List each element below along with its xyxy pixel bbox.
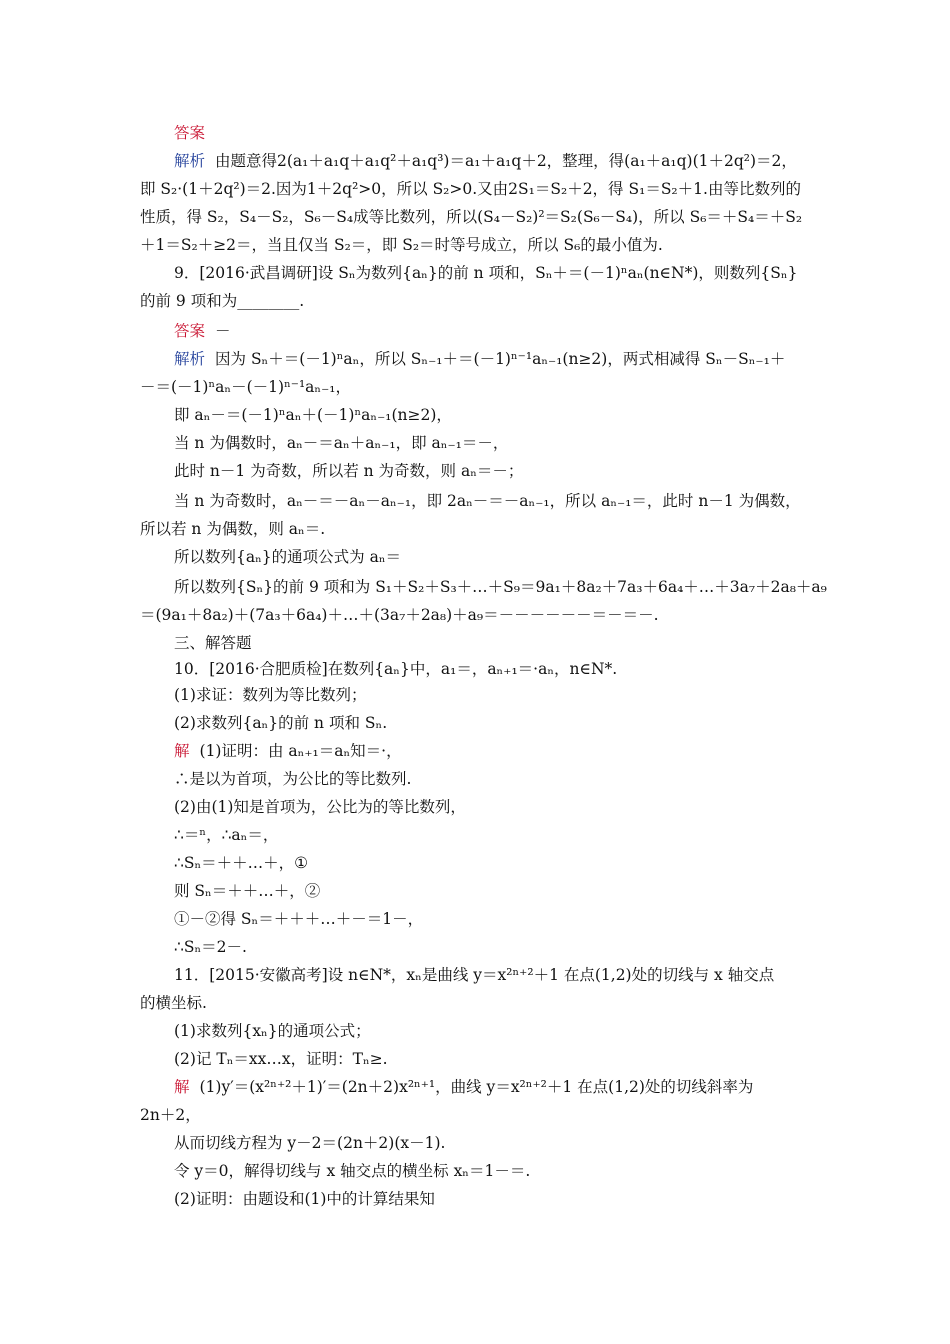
text-line <box>174 909 423 929</box>
text-line <box>174 461 523 481</box>
text-line <box>174 685 366 705</box>
line-text: 因为 Sₙ＋＝(－1)ⁿaₙ，所以 Sₙ₋₁＋＝(－1)ⁿ⁻¹aₙ₋₁(n≥2)，两式相减得 Sₙ－Sₙ₋₁＋ <box>215 350 786 368</box>
text-line <box>174 433 508 453</box>
line-text: ∴是以为首项，为公比的等比数列. <box>174 770 412 788</box>
text-line <box>174 1189 435 1209</box>
text-line <box>140 207 802 227</box>
text-line <box>174 659 617 679</box>
line-text: (1)求数列{xₙ}的通项公式； <box>174 1022 371 1040</box>
text-line <box>174 825 278 845</box>
line-text: 由题意得2(a₁＋a₁q＋a₁q²＋a₁q³)＝a₁＋a₁q＋2，整理，得(a₁＋a₁q)(1＋2q²)＝2， <box>215 152 797 170</box>
line-text: 则 Sₙ＝＋＋…＋，② <box>174 882 321 900</box>
line-text: 所以数列{Sₙ}的前 9 项和为 S₁＋S₂＋S₃＋…＋S₉＝9a₁＋8a₂＋7a₃＋6a₄＋…＋3a₇＋2a₈＋a₉ <box>174 578 827 596</box>
line-text: 即 S₂·(1＋2q²)＝2.因为1＋2q²>0，所以 S₂>0.又由2S₁＝S₂＋2，得 S₁＝S₂＋1.由等比数列的 <box>140 180 801 198</box>
line-text: (2)求数列{aₙ}的前 n 项和 Sₙ. <box>174 714 388 732</box>
line-text: 即 aₙ－＝(－1)ⁿaₙ＋(－1)ⁿaₙ₋₁(n≥2)， <box>174 406 452 424</box>
text-line <box>174 263 797 283</box>
line-text: ＝(9a₁＋8a₂)＋(7a₃＋6a₄)＋…＋(3a₇＋2a₈)＋a₉＝－－－－－－＝－＝－. <box>140 606 659 624</box>
line-text: 所以数列{aₙ}的通项公式为 aₙ＝ <box>174 548 402 566</box>
answer-label: 答案 <box>174 124 206 142</box>
text-line <box>174 937 247 957</box>
text-line <box>174 491 801 511</box>
line-text: 当 n 为偶数时，aₙ－＝aₙ＋aₙ₋₁，即 aₙ₋₁＝－， <box>174 434 509 452</box>
text-line <box>174 713 387 733</box>
text-line <box>174 633 252 653</box>
text-line <box>174 547 401 567</box>
text-line <box>174 405 452 425</box>
line-text: 三、解答题 <box>174 634 252 652</box>
line-text: (1)证明：由 aₙ₊₁＝aₙ知＝·， <box>199 742 402 760</box>
line-text: (2)证明：由题设和(1)中的计算结果知 <box>174 1190 435 1208</box>
text-line <box>140 377 351 397</box>
line-text: 性质，得 S₂，S₄－S₂，S₆－S₄成等比数列，所以(S₄－S₂)²＝S₂(S₆－S₄)，所以 S₆＝＋S₄＝＋S₂ <box>140 208 803 226</box>
line-text: － <box>215 322 231 340</box>
answer-label: 答案 <box>174 322 206 340</box>
line-text: 10．[2016·合肥质检]在数列{aₙ}中，a₁＝，aₙ₊₁＝·aₙ，n∈N*. <box>174 660 618 678</box>
text-line <box>174 123 215 143</box>
line-text: 的前 9 项和为________. <box>140 292 305 310</box>
line-text: 11．[2015·安徽高考]设 n∈N*，xₙ是曲线 y＝x²ⁿ⁺²＋1 在点(1,2)处的切线与 x 轴交点 <box>174 966 775 984</box>
line-text: 从而切线方程为 y－2＝(2n＋2)(x－1). <box>174 1134 446 1152</box>
text-line <box>140 519 325 539</box>
line-text: ∴Sₙ＝＋＋…＋，① <box>174 854 309 872</box>
text-line <box>174 741 402 761</box>
line-text: －＝(－1)ⁿaₙ－(－1)ⁿ⁻¹aₙ₋₁， <box>140 378 352 396</box>
line-text: ①－②得 Sₙ＝＋＋＋…＋－＝1－， <box>174 910 424 928</box>
line-text: 此时 n－1 为奇数，所以若 n 为奇数，则 aₙ＝－； <box>174 462 524 480</box>
line-text: ∴Sₙ＝2－. <box>174 938 247 956</box>
line-text: 所以若 n 为偶数，则 aₙ＝. <box>140 520 326 538</box>
text-line <box>174 1161 530 1181</box>
text-line <box>174 853 308 873</box>
text-line <box>174 1049 388 1069</box>
analysis-label: 解析 <box>174 152 206 170</box>
text-line <box>174 321 231 341</box>
line-text: 当 n 为奇数时，aₙ－＝－aₙ－aₙ₋₁，即 2aₙ－＝－aₙ₋₁，所以 aₙ₋₁＝，此时 n－1 为偶数， <box>174 492 801 510</box>
text-line <box>174 1133 445 1153</box>
text-line <box>174 1021 371 1041</box>
line-text: 的横坐标. <box>140 994 207 1012</box>
text-line <box>140 235 663 255</box>
line-text: ＋1＝S₂＋≥2＝，当且仅当 S₂＝，即 S₂＝时等号成立，所以 S₆的最小值为. <box>140 236 663 254</box>
text-line <box>140 291 304 311</box>
answer-label: 解 <box>174 1078 190 1096</box>
line-text: ∴＝ⁿ，∴aₙ＝， <box>174 826 279 844</box>
text-line <box>140 179 801 199</box>
line-text: (2)由(1)知是首项为，公比为的等比数列， <box>174 798 466 816</box>
line-text: 2n＋2， <box>140 1106 201 1124</box>
text-line <box>174 151 797 171</box>
text-line <box>140 605 659 625</box>
text-line <box>174 577 827 597</box>
text-line <box>140 993 207 1013</box>
text-line <box>174 769 411 789</box>
line-text: (1)求证：数列为等比数列； <box>174 686 367 704</box>
line-text: (1)y′＝(x²ⁿ⁺²＋1)′＝(2n＋2)x²ⁿ⁺¹，曲线 y＝x²ⁿ⁺²＋1 在点(1,2)处的切线斜率为 <box>199 1078 754 1096</box>
line-text: 9．[2016·武昌调研]设 Sₙ为数列{aₙ}的前 n 项和，Sₙ＋＝(－1)ⁿaₙ(n∈N*)，则数列{Sₙ} <box>174 264 798 282</box>
analysis-label: 解析 <box>174 350 206 368</box>
text-line <box>174 965 774 985</box>
text-line <box>174 797 466 817</box>
text-line <box>140 1105 201 1125</box>
text-line <box>174 349 785 369</box>
answer-label: 解 <box>174 742 190 760</box>
text-line <box>174 881 320 901</box>
line-text: 令 y＝0，解得切线与 x 轴交点的横坐标 xₙ＝1－＝. <box>174 1162 531 1180</box>
line-text: (2)记 Tₙ＝xx…x，证明：Tₙ≥. <box>174 1050 388 1068</box>
text-line <box>174 1077 753 1097</box>
